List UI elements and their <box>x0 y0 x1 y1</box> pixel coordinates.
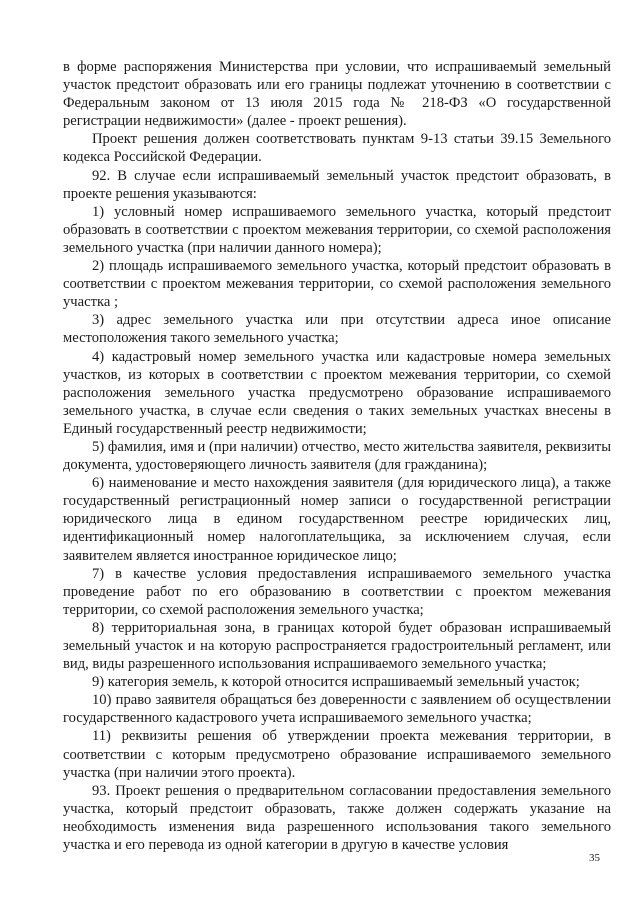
paragraph-project-requirements: Проект решения должен соответствовать пунктам 9-13 статьи 39.15 Земельного кодекса Российской Федерации. <box>63 131 611 166</box>
list-item-2 <box>63 257 611 311</box>
paragraph-continuation: в форме распоряжения Министерства при условии, что испрашиваемый земельный участок предстоит образовать или его границы подлежат уточнению в соответствии с Федеральным законом от 13 июля 2015 года № 218-ФЗ «О государственной регистрации недвижимости» (далее - проект решения). <box>63 59 611 130</box>
list-item-2-punct: ; <box>113 294 119 311</box>
list-item-7: 7) в качестве условия предоставления испрашиваемого земельного участка проведение работ по его образованию в соответствии с проектом межевания территории, со схемой расположения земельного участка; <box>63 565 611 618</box>
list-item-3: 3) адрес земельного участка или при отсутствии адреса иное описание местоположения такого земельного участка; <box>63 312 611 347</box>
list-item-11: 11) реквизиты решения об утверждении проекта межевания территории, в соответствии с которым предусмотрено образование испрашиваемого земельного участка (при наличии этого проекта). <box>63 728 611 781</box>
paragraph-section-93: 93. Проект решения о предварительном согласовании предоставления земельного участка, который предстоит образовать, также должен содержать указание на необходимость изменения вида разрешенного использования такого земельного участка и его перевода из одной категории в другую в качестве условия <box>63 782 611 854</box>
list-item-1: 1) условный номер испрашиваемого земельного участка, который предстоит образовать в соответствии с проектом межевания территории, со схемой расположения земельного участка (при наличии данного номера); <box>63 203 611 256</box>
list-item-8: 8) территориальная зона, в границах которой будет образован испрашиваемый земельный участок и на которую распространяется градостроительный регламент, или вид, виды разрешенного использования испрашиваемого земельного участка; <box>63 619 611 673</box>
list-item-2-text: 2) площадь испрашиваемого земельного участка, который предстоит образовать в соответствии с проектом межевания территории, со схемой расположения земельного участка <box>63 258 611 311</box>
list-item-4: 4) кадастровый номер земельного участка или кадастровые номера земельных участков, из которых в соответствии с проектом межевания территории, со схемой расположения земельного участка предусмотрено образование испрашиваемого земельного участка, в случае если сведения о таких земельных участках внесены в Единый государственный реестр недвижимости; <box>63 348 611 437</box>
list-item-10: 10) право заявителя обращаться без доверенности с заявлением об осуществлении государственного кадастрового учета испрашиваемого земельного участка; <box>63 692 611 727</box>
list-item-6: 6) наименование и место нахождения заявителя (для юридического лица), а также государственный регистрационный номер записи о государственной регистрации юридического лица в едином государственном реестре юридических лиц, идентификационный номер налогоплательщика, за исключением случая, если заявителем является иностранное юридическое лицо; <box>63 475 611 564</box>
list-item-9: 9) категория земель, к которой относится испрашиваемый земельный участок; <box>92 674 580 691</box>
paragraph-section-92: 92. В случае если испрашиваемый земельный участок предстоит образовать, в проекте решения указываются: <box>63 167 611 202</box>
list-item-5: 5) фамилия, имя и (при наличии) отчество, место жительства заявителя, реквизиты документа, удостоверяющего личность заявителя (для гражданина); <box>63 438 611 474</box>
page-number: 35 <box>589 852 600 864</box>
